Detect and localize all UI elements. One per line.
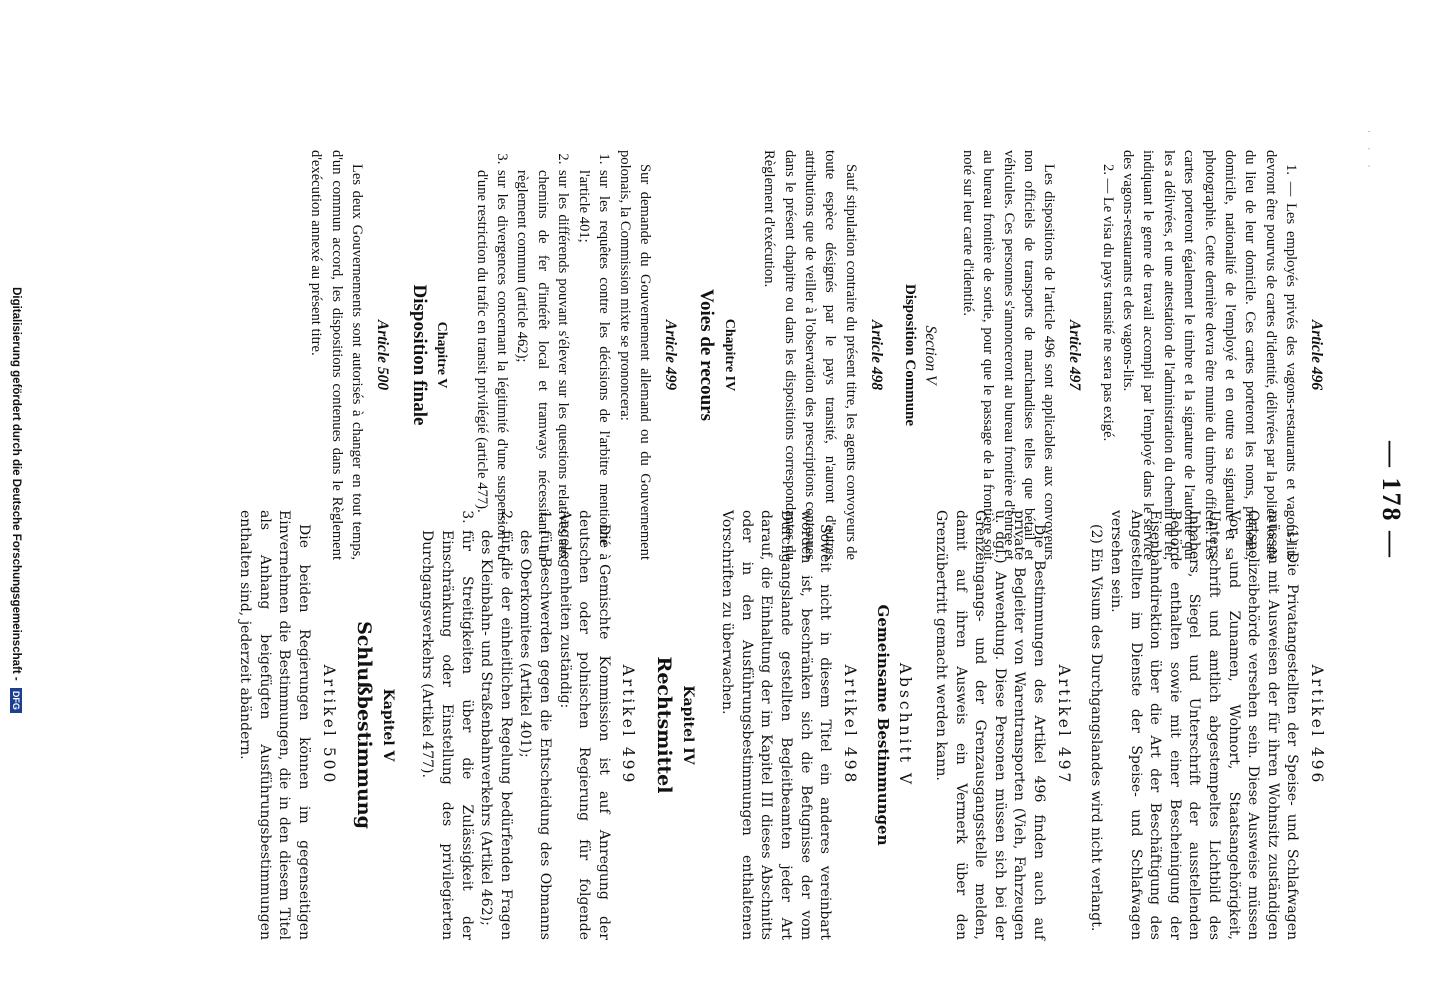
article-499-heading: Article 499	[661, 319, 679, 391]
list-item: 1. für Beschwerden gegen die Entscheidung des Obmanns des Oberkomitees (Artikel 401);	[515, 528, 554, 940]
artikel-500-heading: Artikel 500	[319, 664, 338, 786]
article-497-para: Les dispositions de l'article 496 sont applicables aux convoyeurs non officiels de transports de marchandises telles que bétail et véhicules. Ces personnes s'annonceront au bureau frontière d'entrée et au bureau frontière de sortie, pour que le passage de la frontière soit noté sur leur carte d'identité.	[959, 150, 1058, 560]
credit-text: Digitalisierung gefördert durch die Deutsche Forschungsgemeinschaft -	[9, 287, 22, 681]
digitization-credit	[10, 0, 22, 1000]
artikel-498-para: Soweit nicht in diesem Titel ein anderes vereinbart worden ist, beschränken sich die Befugnisse der vom Durchgangslande gestellten Begleitbeamten jeder Art darauf, die Einhaltung der im Kapitel III dieses Abschnitts oder in den Ausführungsbestimmungen enthaltenen Vorschriften zu überwachen.	[719, 510, 834, 940]
artikel-499-list	[417, 510, 554, 940]
list-item: 3. für Streitigkeiten über die Zulässigkeit der Einschränkung oder Einstellung des privilegierten Durchgangsverkehrs (Artikel 477).	[417, 528, 476, 940]
list-item: 2. sur les différends pouvant s'élever sur les questions relatives aux chemins de fer d'intérêt local et tramways nécessitant un règlement commun (article 462);	[512, 168, 573, 560]
article-497-heading: Article 497	[1066, 319, 1084, 391]
artikel-496-para-1: (1) Die Privatangestellten der Speise- und Schlafwagen müssen mit Ausweisen der für ihren Wohnsitz zuständigen Ortspolizeibehörde versehen sein. Diese Ausweise müssen Vor- und Zunamen, Wohnort, Staatsangehörigkeit, Unterschrift und amtlich abgestempeltes Lichtbild des Inhabers, Siegel und Unterschrift der ausstellenden Behörde enthalten sowie mit einer Bescheinigung der Eisenbahndirektion über die Art der Beschäftigung des Angestellten im Dienste der Speise- und Schlafwagen versehen sein.	[1107, 510, 1301, 940]
list-item: 1. sur les requêtes contre les décisions de l'arbitre mentionné à l'article 401;	[573, 168, 614, 560]
article-500-heading: Article 500	[373, 319, 391, 391]
list-item: 2. für die der einheitlichen Regelung bedürfenden Fragen des Kleinbahn- und Straßenbahnverkehrs (Artikel 462);	[476, 528, 515, 940]
kapitel-5-label: Kapitel V	[379, 688, 396, 762]
section-heading: Section V	[922, 325, 940, 385]
abschnitt-subheading: Gemeinsame Bestimmungen	[873, 604, 892, 846]
dfg-logo: DFG	[10, 688, 22, 713]
article-496-para-2: 2. — Le visa du pays transité ne sera pas exigé.	[1099, 164, 1116, 442]
article-500-para: Les deux Gouvernements sont autorisés à changer en tout temps, d'un commun accord, les dispositions contenues dans le Règlement d'exécution annexé au présent titre.	[308, 150, 366, 560]
artikel-499-heading: Artikel 499	[619, 664, 638, 786]
artikel-496-para-2: (2) Ein Visum des Durchgangslandes wird nicht verlangt.	[1088, 524, 1105, 932]
kapitel-4-title: Rechtsmittel	[653, 656, 675, 794]
article-496-heading: Article 496	[1308, 319, 1325, 391]
chapter-4-label: Chapitre IV	[721, 318, 737, 392]
page-number: — 178 —	[1377, 441, 1406, 559]
artikel-499-para: Die Gemischte Kommission ist auf Anregung der deutschen oder polnischen Regierung für folgende Angelegenheiten zuständig:	[556, 510, 612, 940]
german-column	[235, 510, 1339, 940]
section-subheading: Disposition Commune	[901, 283, 918, 427]
kapitel-5-title: Schlußbestimmung	[353, 621, 376, 829]
article-498-para: Sauf stipulation contraire du présent titre, les agents convoyeurs de toute espèce désignés par le pays transité, n'auront d'autres attributions que de veiller à l'observation des prescriptions contenues dans le présent chapitre ou dans les dispositions correspondantes du Règlement d'exécution.	[761, 150, 859, 560]
article-496-para-1: 1. — Les employés privés des vagons-restaurants et vagons-lits devront être pourvus de cartes d'identité, délivrées par la police locale du lieu de leur domicile. Ces cartes porteront les noms, prénoms, domicile, nationalité de l'employé et en outre sa signature et sa photographie. Cette dernière devra être munie du timbre officiel. Les cartes porteront également le timbre et la signature de l'autorité qui les a délivrées, et une attestation de l'administration du chemin de fer, indiquant le genre de travail accompli par l'employé dans le service des vagons-restaurants et des vagons-lits.	[1119, 150, 1300, 560]
artikel-500-para: Die beiden Regierungen können im gegenseitigen Einvernehmen die Bestimmungen, die in den diesem Titel als Anhang beigefügten Ausführungsbestimmungen enthalten sind, jederzeit abändern.	[237, 510, 312, 940]
kapitel-4-label: Kapitel IV	[679, 685, 696, 765]
chapter-4-title: Voies de recours	[696, 289, 718, 421]
chapter-5-title: Disposition finale	[408, 284, 430, 426]
scan-specks: · · ·	[1364, 130, 1374, 174]
artikel-496-heading: Artikel 496	[1308, 664, 1326, 786]
article-499-para: Sur demande du Gouvernement allemand ou du Gouvernement polonais, la Commission mixte se prononcera:	[616, 150, 653, 560]
artikel-498-heading: Artikel 498	[840, 664, 859, 786]
abschnitt-heading: Abschnitt V	[895, 662, 914, 788]
article-498-heading: Article 498	[867, 319, 885, 391]
chapter-5-label: Chapitre V	[434, 321, 450, 389]
article-499-list	[471, 150, 614, 560]
artikel-497-para: Die Bestimmungen des Artikel 496 finden auch auf private Begleiter von Warentransporten (Vieh, Fahrzeugen u. dgl.) Anwendung. Diese Personen müssen sich bei der Grenzeingangs- und der Grenzausgangsstelle melden, damit auf ihren Ausweis ein Vermerk über den Grenzübertritt gemacht werden kann.	[933, 510, 1048, 940]
french-column	[306, 150, 1339, 560]
artikel-497-heading: Artikel 497	[1054, 664, 1073, 786]
list-item: 3. sur les divergences concernant la légitimité d'une suspension ou d'une restriction du trafic en transit privilégié (article 477).	[471, 168, 512, 560]
